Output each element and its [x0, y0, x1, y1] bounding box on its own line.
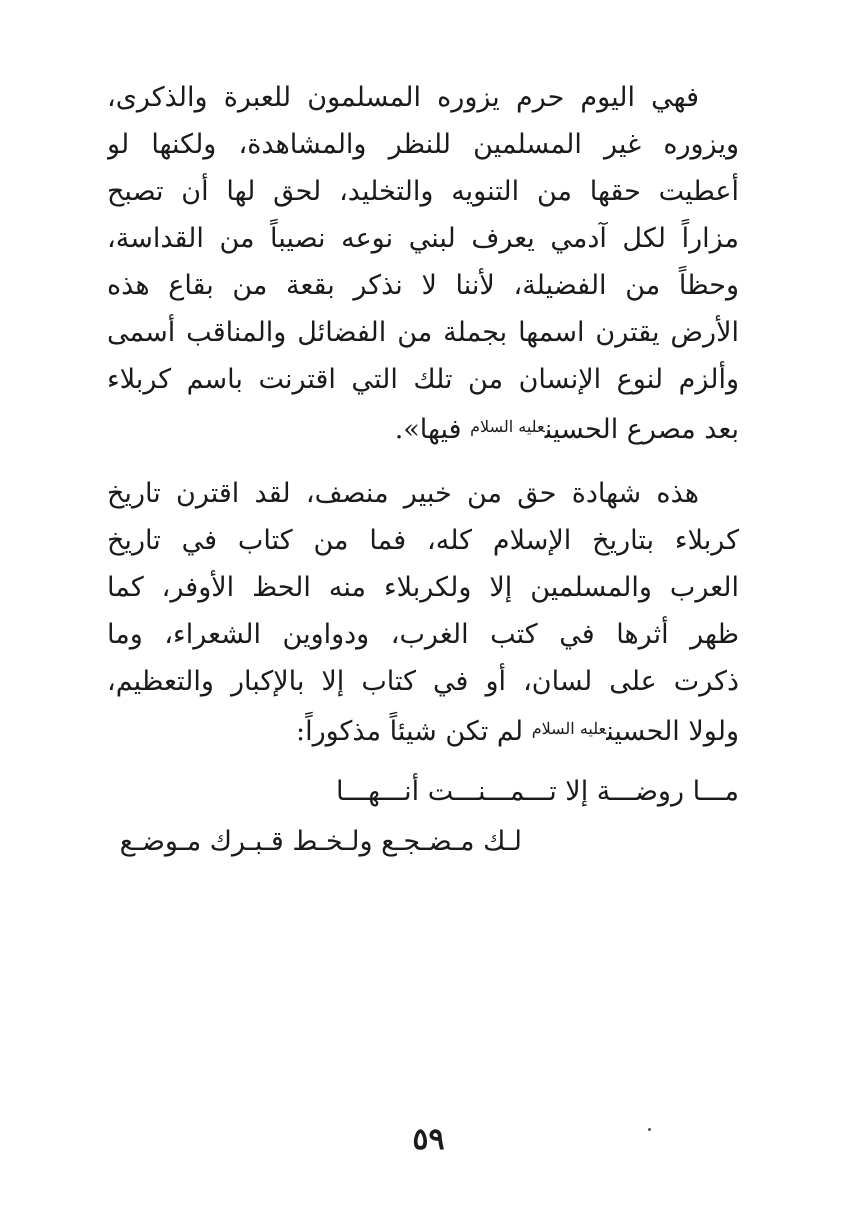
paragraph-1-line-8: [107, 403, 739, 450]
paragraph-1: [107, 74, 739, 450]
poem-hemistich-1: مـــا روضـــة إلا تـــمـــنـــت أنـــهـــا: [336, 776, 739, 807]
page-number: ٥٩: [412, 1122, 445, 1157]
honorific-symbol: عليه السلام: [531, 719, 607, 738]
paragraph-1-line-2: ويزوره غير المسلمين للنظر والمشاهدة، ولكنها لو: [107, 129, 739, 160]
paragraph-2-line-6-text: ولولا الحسين: [606, 716, 739, 747]
paragraph-2-line-3: العرب والمسلمين إلا ولكربلاء منه الحظ الأوفر، كما: [107, 572, 739, 603]
paragraph-2-line-6-end: لم تكن شيئاً مذكوراً:: [295, 716, 532, 747]
paragraph-1-line-1: فهي اليوم حرم يزوره المسلمون للعبرة والذكرى،: [107, 82, 699, 113]
poem-hemistich-2: لـك مـضـجـع ولـخـط قـبـرك مـوضـع: [119, 826, 522, 857]
paragraph-2-line-2: كربلاء بتاريخ الإسلام كله، فما من كتاب في تاريخ: [107, 525, 739, 556]
paragraph-1-line-5: وحظاً من الفضيلة، لأننا لا نذكر بقعة من بقاع هذه: [107, 270, 739, 301]
paragraph-1-line-6: الأرض يقترن اسمها بجملة من الفضائل والمناقب أسمى: [107, 317, 739, 348]
paragraph-2-line-5: ذكرت على لسان، أو في كتاب إلا بالإكبار والتعظيم،: [107, 666, 739, 697]
paragraph-1-line-3: أعطيت حقها من التنويه والتخليد، لحق لها أن تصبح: [107, 176, 739, 207]
paragraph-2-line-1: هذه شهادة حق من خبير منصف، لقد اقترن تاريخ: [107, 478, 699, 509]
paragraph-1-line-7: وألزم لنوع الإنسان من تلك التي اقترنت باسم كربلاء: [107, 364, 739, 395]
paragraph-2-line-6: [107, 705, 739, 752]
paragraph-1-line-8-end: فيها».: [394, 414, 471, 445]
paragraph-2-line-4: ظهر أثرها في كتب الغرب، ودواوين الشعراء، وما: [107, 619, 739, 650]
paragraph-1-line-4: مزاراً لكل آدمي يعرف لبني نوعه نصيباً من القداسة،: [107, 223, 739, 254]
honorific-symbol: عليه السلام: [470, 417, 545, 436]
paragraph-2: [107, 470, 739, 752]
paragraph-1-line-8-text: بعد مصرع الحسين: [544, 414, 739, 445]
